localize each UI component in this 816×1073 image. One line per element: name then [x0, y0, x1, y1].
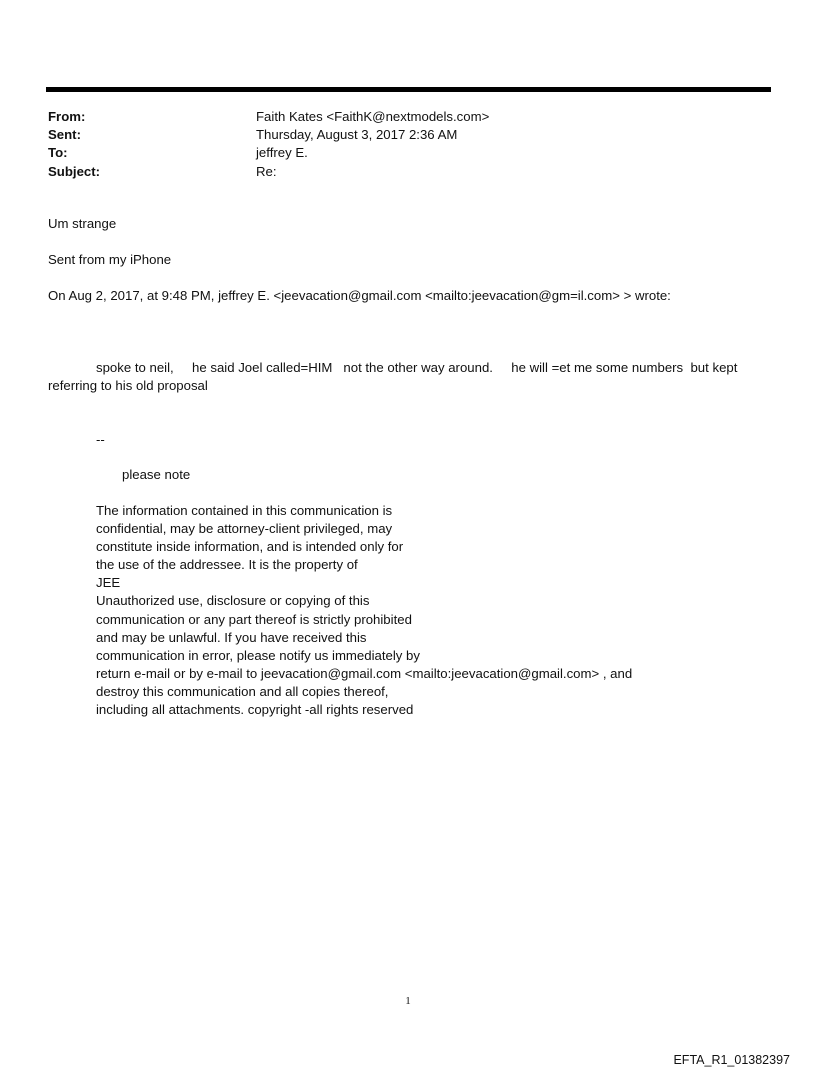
- to-value: jeffrey E.: [256, 145, 308, 161]
- subject-label: Subject:: [48, 163, 101, 179]
- disclaimer-line: Unauthorized use, disclosure or copying of this: [96, 593, 370, 609]
- signature: Sent from my iPhone: [48, 252, 172, 267]
- disclaimer-line: destroy this communication and all copies thereof,: [96, 683, 389, 699]
- disclaimer: [96, 502, 632, 719]
- bates-number: EFTA_R1_01382397: [673, 1053, 790, 1067]
- sent-row: [48, 126, 748, 144]
- disclaimer-line: communication in error, please notify us immediately by: [96, 647, 420, 663]
- to-label: To:: [48, 145, 68, 161]
- reply-text: Um strange: [48, 216, 117, 231]
- from-row: [48, 108, 748, 126]
- subject-value: Re:: [256, 163, 277, 179]
- quoted-message-line-2: referring to his old proposal: [48, 378, 208, 393]
- sent-label: Sent:: [48, 127, 81, 143]
- from-label: From:: [48, 109, 86, 124]
- email-header: [48, 108, 748, 181]
- quoted-intro: On Aug 2, 2017, at 9:48 PM, jeffrey E. <jeevacation@gmail.com <mailto:jeevacation@gm=il.com> > wrote:: [48, 288, 671, 303]
- quoted-message-line-1: spoke to neil, he said Joel called=HIM not the other way around. he will =et me some numbers but kept: [96, 360, 738, 375]
- to-row: [48, 144, 748, 162]
- from-value: Faith Kates <FaithK@nextmodels.com>: [256, 109, 490, 124]
- disclaimer-line: JEE: [96, 575, 121, 591]
- header-rule: [46, 87, 771, 92]
- sent-value: Thursday, August 3, 2017 2:36 AM: [256, 127, 458, 143]
- disclaimer-line: including all attachments. copyright -all rights reserved: [96, 702, 414, 718]
- disclaimer-line: constitute inside information, and is intended only for: [96, 539, 404, 555]
- disclaimer-line: The information contained in this communication is: [96, 503, 393, 518]
- disclaimer-line: the use of the addressee. It is the property of: [96, 557, 358, 573]
- disclaimer-line: communication or any part thereof is strictly prohibited: [96, 611, 412, 627]
- subject-row: [48, 163, 748, 181]
- please-note: please note: [122, 467, 191, 482]
- signature-dash: --: [96, 432, 105, 447]
- page-number: 1: [405, 995, 411, 1007]
- disclaimer-line: confidential, may be attorney-client privileged, may: [96, 521, 393, 537]
- disclaimer-line: return e-mail or by e-mail to jeevacation@gmail.com <mailto:jeevacation@gmail.com> , and: [96, 665, 633, 681]
- disclaimer-line: and may be unlawful. If you have received this: [96, 629, 367, 645]
